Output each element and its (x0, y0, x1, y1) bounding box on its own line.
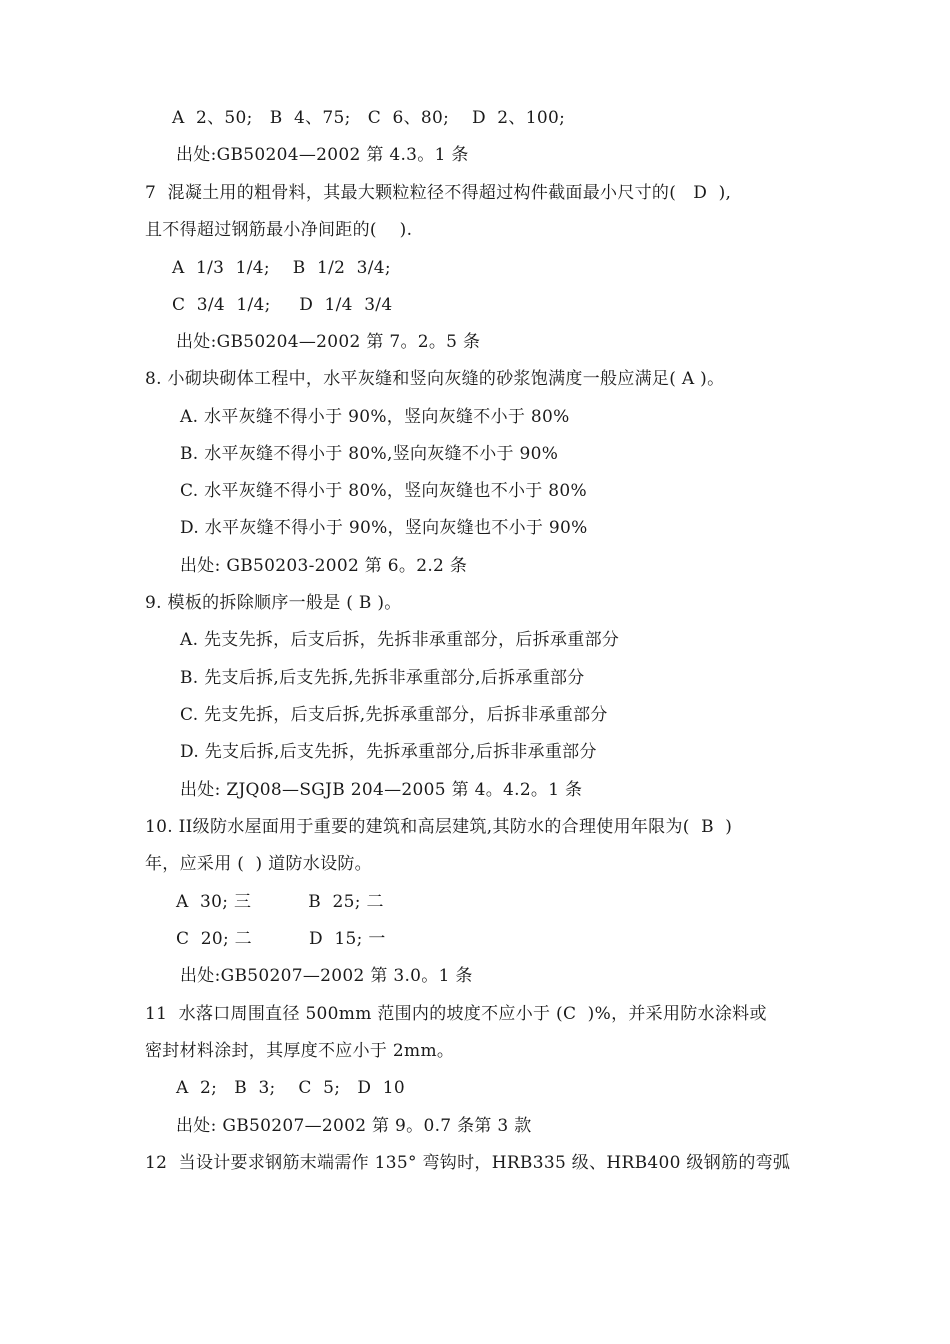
q9-option-b: B. 先支后拆,后支先拆,先拆非承重部分,后拆承重部分 (180, 668, 585, 688)
q9-question: 9. 模板的拆除顺序一般是 ( B )。 (145, 593, 402, 613)
q10-question-line-2: 年，应采用 ( ) 道防水设防。 (145, 854, 372, 874)
q8-option-d: D. 水平灰缝不得小于 90%，竖向灰缝也不小于 90% (180, 518, 588, 538)
q8-option-a: A. 水平灰缝不得小于 90%，竖向灰缝不小于 80% (180, 407, 570, 427)
q11-question-line-2: 密封材料涂封，其厚度不应小于 2mm。 (145, 1041, 455, 1061)
q9-source: 出处: ZJQ08—SGJB 204—2005 第 4。4.2。1 条 (180, 780, 583, 800)
q11-question-line-1: 11 水落口周围直径 500mm 范围内的坡度不应小于 (C )%，并采用防水涂料或 (145, 1004, 767, 1024)
q8-option-c: C. 水平灰缝不得小于 80%，竖向灰缝也不小于 80% (180, 481, 587, 501)
q10-source: 出处:GB50207—2002 第 3.0。1 条 (180, 966, 473, 986)
q8-question: 8. 小砌块砌体工程中，水平灰缝和竖向灰缝的砂浆饱满度一般应满足( A )。 (145, 369, 725, 389)
q12-question-line-1: 12 当设计要求钢筋末端需作 135° 弯钩时，HRB335 级、HRB400 级钢筋的弯弧 (145, 1153, 791, 1173)
q7-question-line-1: 7 混凝土用的粗骨料，其最大颗粒粒径不得超过构件截面最小尺寸的( D ), (145, 183, 732, 203)
q9-option-c: C. 先支先拆，后支后拆,先拆承重部分，后拆非承重部分 (180, 705, 608, 725)
q10-options-row-2: C 20; 二 D 15; 一 (176, 929, 386, 949)
q6-options: A 2、50; B 4、75; C 6、80; D 2、100; (172, 108, 566, 128)
q7-question-line-2: 且不得超过钢筋最小净间距的( ). (145, 220, 413, 240)
q10-question-line-1: 10. II级防水屋面用于重要的建筑和高层建筑,其防水的合理使用年限为( B ) (145, 817, 733, 837)
q9-option-d: D. 先支后拆,后支先拆，先拆承重部分,后拆非承重部分 (180, 742, 597, 762)
q11-source: 出处: GB50207—2002 第 9。0.7 条第 3 款 (176, 1116, 532, 1136)
q8-option-b: B. 水平灰缝不得小于 80%,竖向灰缝不小于 90% (180, 444, 559, 464)
q8-source: 出处: GB50203-2002 第 6。2.2 条 (180, 556, 468, 576)
q10-options-row-1: A 30; 三 B 25; 二 (176, 892, 384, 912)
q7-options-row-1: A 1/3 1/4; B 1/2 3/4; (172, 258, 391, 278)
q11-options: A 2; B 3; C 5; D 10 (176, 1078, 405, 1098)
q7-source: 出处:GB50204—2002 第 7。2。5 条 (176, 332, 481, 352)
q7-options-row-2: C 3/4 1/4; D 1/4 3/4 (172, 295, 393, 315)
q9-option-a: A. 先支先拆，后支后拆，先拆非承重部分，后拆承重部分 (180, 630, 620, 650)
q6-source: 出处:GB50204—2002 第 4.3。1 条 (176, 145, 469, 165)
